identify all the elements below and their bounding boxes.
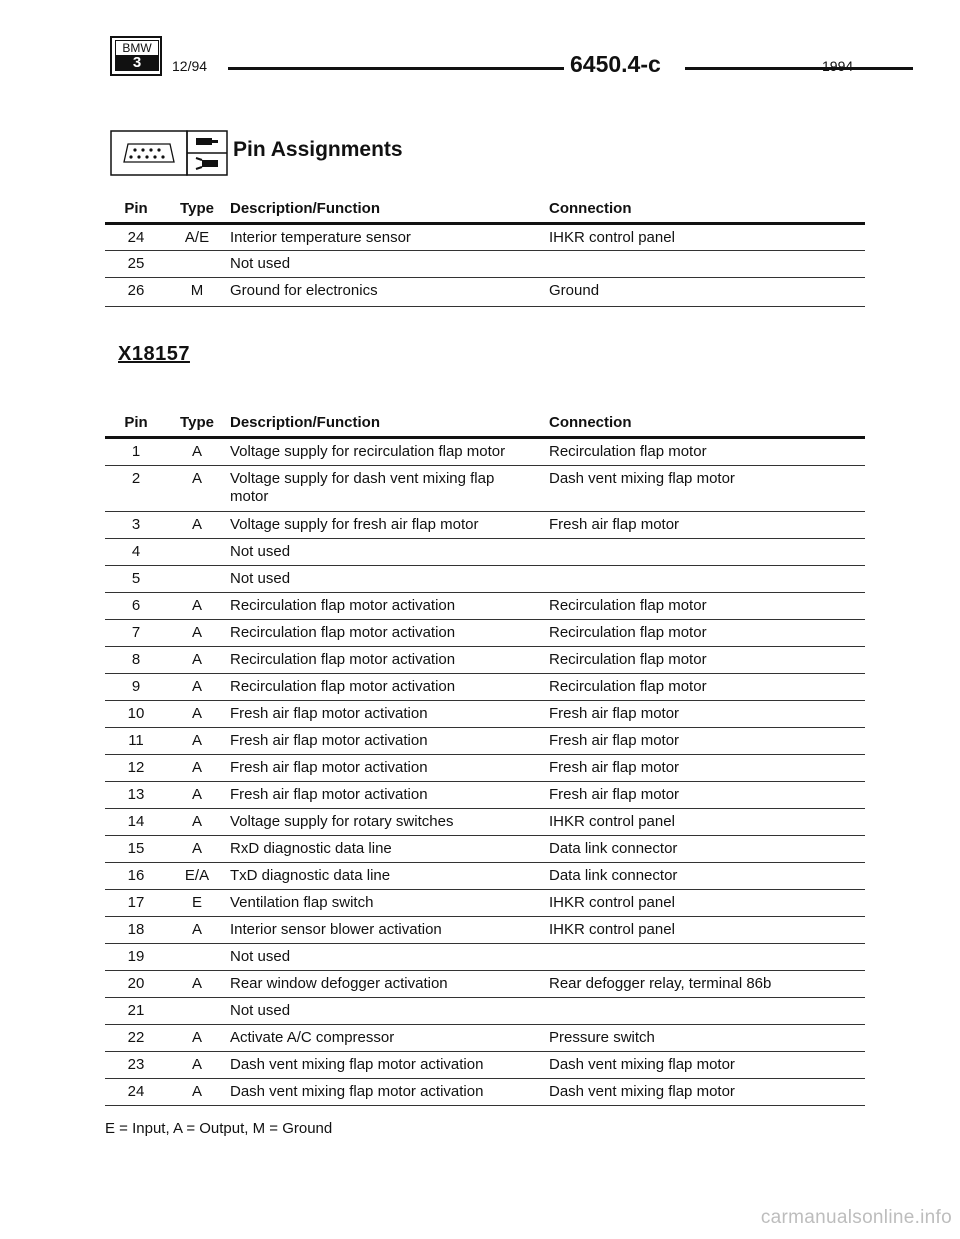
pin-number: 13 (127, 786, 145, 803)
pin-description: Voltage supply for recirculation flap motor (230, 443, 506, 460)
pin-connection: Ground (549, 282, 600, 299)
pin-connection: Recirculation flap motor (549, 651, 707, 668)
pin-type: A (191, 1056, 202, 1073)
table-row (105, 1025, 865, 1052)
pin-number: 1 (131, 443, 141, 460)
table-row (105, 278, 865, 307)
pin-type: A (191, 786, 202, 803)
pin-connection: Data link connector (549, 867, 678, 884)
pin-type: E (191, 894, 202, 911)
pin-description: Fresh air flap motor activation (230, 705, 428, 722)
pin-number: 22 (127, 1029, 145, 1046)
pin-type: A (191, 732, 202, 749)
document-code: 6450.4-c (570, 51, 661, 77)
pin-number: 9 (131, 678, 141, 695)
table-row (105, 782, 865, 809)
pin-description: Fresh air flap motor activation (230, 732, 428, 749)
pin-description: Recirculation flap motor activation (230, 651, 456, 668)
column-connection: Connection (549, 414, 632, 431)
pin-description: Ventilation flap switch (230, 894, 374, 911)
pin-type: A (191, 921, 202, 938)
table-row (105, 439, 865, 466)
pin-number: 20 (127, 975, 145, 992)
pin-type: M (190, 282, 204, 299)
pin-description: Ground for electronics (230, 282, 378, 299)
header-date: 12/94 (172, 58, 208, 74)
pin-connection: Fresh air flap motor (549, 516, 680, 533)
table-row (105, 701, 865, 728)
pin-number: 25 (127, 255, 145, 272)
pin-type: A (191, 705, 202, 722)
pin-connection: Recirculation flap motor (549, 443, 707, 460)
pin-connection: Data link connector (549, 840, 678, 857)
pin-type: A (191, 651, 202, 668)
pin-number: 15 (127, 840, 145, 857)
pin-type: A (191, 759, 202, 776)
type-legend: E = Input, A = Output, M = Ground (105, 1120, 333, 1137)
watermark-footer: carmanualsonline.info (760, 1207, 952, 1228)
pin-connection: IHKR control panel (549, 229, 675, 246)
pin-number: 4 (131, 543, 141, 560)
pin-description: Activate A/C compressor (230, 1029, 395, 1046)
section-title: Pin Assignments (233, 138, 403, 161)
table-row (105, 466, 865, 512)
pin-connection: Fresh air flap motor (549, 705, 680, 722)
column-connection: Connection (549, 200, 632, 217)
pin-description: TxD diagnostic data line (230, 867, 391, 884)
table-row (105, 674, 865, 701)
pin-connection: Dash vent mixing flap motor (549, 470, 735, 487)
pin-description: Not used (230, 543, 291, 560)
pin-connection: IHKR control panel (549, 921, 675, 938)
header-rule-right (685, 67, 913, 70)
pin-connection: Pressure switch (549, 1029, 655, 1046)
table-row (105, 863, 865, 890)
pin-type: A (191, 597, 202, 614)
table-row (105, 251, 865, 278)
pin-connection: Dash vent mixing flap motor (549, 1056, 735, 1073)
table-row (105, 809, 865, 836)
pin-type: A (191, 678, 202, 695)
pin-type: A (191, 1083, 202, 1100)
column-type: Type (180, 200, 214, 217)
pin-type: A (191, 443, 202, 460)
pin-type: A (191, 1029, 202, 1046)
pin-number: 26 (127, 282, 145, 299)
table-row (105, 836, 865, 863)
pin-description: Fresh air flap motor activation (230, 759, 428, 776)
pin-description: Interior sensor blower activation (230, 921, 442, 938)
pin-connection: Recirculation flap motor (549, 678, 707, 695)
table-row (105, 512, 865, 539)
pin-description: Dash vent mixing flap motor activation (230, 1083, 484, 1100)
pin-type: A (191, 813, 202, 830)
pin-table-x18157 (105, 414, 865, 1106)
pin-description: Dash vent mixing flap motor activation (230, 1056, 484, 1073)
pin-type: A/E (184, 229, 210, 246)
pin-number: 6 (131, 597, 141, 614)
table-body (105, 439, 865, 1106)
pin-number: 24 (127, 1083, 145, 1100)
pin-number: 19 (127, 948, 145, 965)
pin-description: Recirculation flap motor activation (230, 678, 456, 695)
table-row (105, 944, 865, 971)
pin-connection: Rear defogger relay, terminal 86b (549, 975, 772, 992)
table-row (105, 971, 865, 998)
pin-number: 10 (127, 705, 145, 722)
pin-type: A (191, 624, 202, 641)
bmw-3-series-logo (110, 36, 162, 76)
page-header (110, 36, 870, 76)
pin-description: Interior temperature sensor (230, 229, 411, 246)
table-row (105, 728, 865, 755)
pin-table-continued (105, 200, 865, 307)
pin-description: Not used (230, 570, 291, 587)
table-row (105, 539, 865, 566)
pin-description: Recirculation flap motor activation (230, 624, 456, 641)
pin-description: Recirculation flap motor activation (230, 597, 456, 614)
table-row (105, 1052, 865, 1079)
pin-number: 21 (127, 1002, 145, 1019)
pin-description: Not used (230, 1002, 291, 1019)
pin-connection: Fresh air flap motor (549, 732, 680, 749)
pin-connection: Recirculation flap motor (549, 624, 707, 641)
pin-connection: IHKR control panel (549, 813, 675, 830)
pin-type: A (191, 470, 202, 487)
table-header (105, 200, 865, 222)
connector-id-heading: X18157 (118, 343, 190, 365)
table-row (105, 755, 865, 782)
table-row (105, 998, 865, 1025)
column-description: Description/Function (230, 200, 380, 217)
table-row (105, 225, 865, 251)
column-pin: Pin (124, 414, 148, 431)
pin-number: 14 (127, 813, 145, 830)
table-row (105, 566, 865, 593)
pin-description: Voltage supply for rotary switches (230, 813, 454, 830)
pin-number: 3 (131, 516, 141, 533)
pin-type: A (191, 840, 202, 857)
pin-description: Voltage supply for dash vent mixing flap motor (230, 470, 495, 505)
pin-number: 7 (131, 624, 141, 641)
logo-brand: BMW (115, 40, 159, 57)
pin-description: Rear window defogger activation (230, 975, 448, 992)
pin-number: 11 (128, 732, 144, 749)
pin-description: Not used (230, 948, 291, 965)
pin-connection: Fresh air flap motor (549, 759, 680, 776)
logo-series: 3 (115, 55, 159, 71)
pin-number: 12 (127, 759, 145, 776)
table-row (105, 1079, 865, 1106)
pin-number: 2 (131, 470, 141, 487)
table-row (105, 620, 865, 647)
table-row (105, 917, 865, 944)
pin-number: 24 (127, 229, 145, 246)
pin-connection: Recirculation flap motor (549, 597, 707, 614)
column-pin: Pin (124, 200, 148, 217)
pin-connection: IHKR control panel (549, 894, 675, 911)
pin-description: Fresh air flap motor activation (230, 786, 428, 803)
pin-number: 16 (127, 867, 145, 884)
pin-connection: Fresh air flap motor (549, 786, 680, 803)
pin-number: 23 (127, 1056, 145, 1073)
pin-description: Not used (230, 255, 291, 272)
connector-pin-icon (110, 130, 228, 176)
pin-type: A (191, 516, 202, 533)
pin-number: 18 (127, 921, 145, 938)
table-header (105, 414, 865, 436)
table-row (105, 647, 865, 674)
pin-type: A (191, 975, 202, 992)
pin-number: 5 (131, 570, 141, 587)
column-description: Description/Function (230, 414, 380, 431)
table-row (105, 890, 865, 917)
table-row (105, 593, 865, 620)
pin-description: Voltage supply for fresh air flap motor (230, 516, 479, 533)
pin-number: 8 (131, 651, 141, 668)
pin-connection: Dash vent mixing flap motor (549, 1083, 735, 1100)
pin-description: RxD diagnostic data line (230, 840, 392, 857)
pin-number: 17 (127, 894, 145, 911)
header-year: 1994 (822, 58, 854, 74)
pin-type: E/A (184, 867, 210, 884)
column-type: Type (180, 414, 214, 431)
header-rule-left (228, 67, 564, 70)
